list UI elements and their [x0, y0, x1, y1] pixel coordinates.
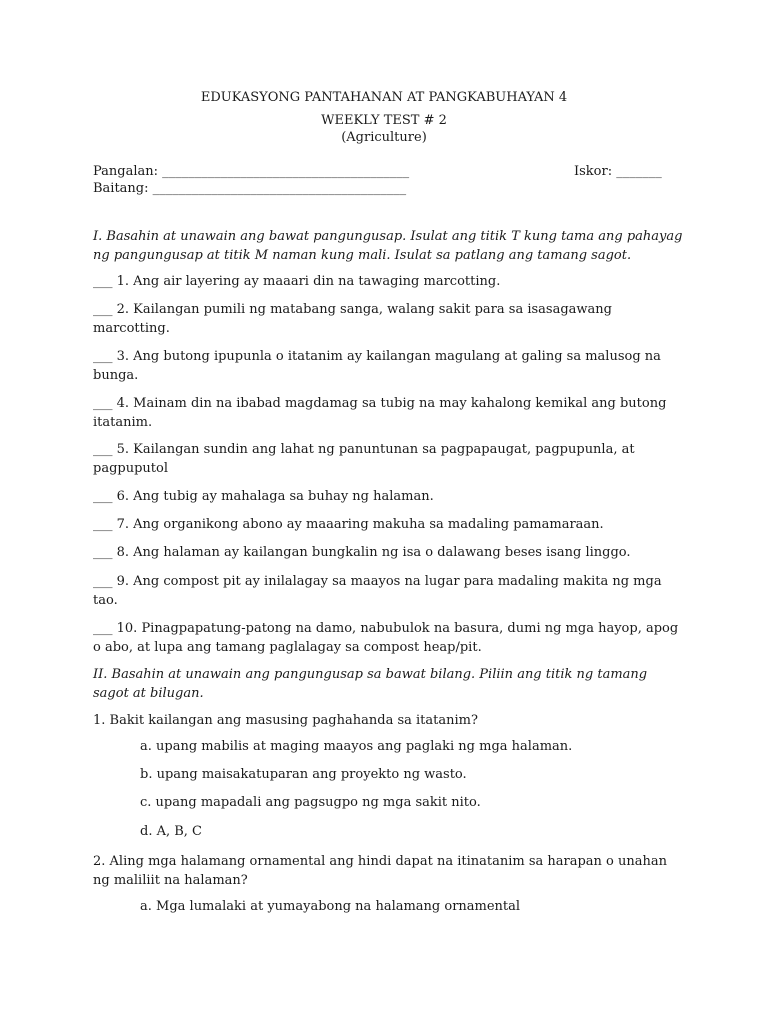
- question-1-option-c: c. upang mapadali ang pagsugpo ng mga sakit nito.: [140, 795, 481, 810]
- part1-item: ___ 10. Pinagpapatung-patong na damo, nabubulok na basura, dumi ng mga hayop, apog o abo, at lupa ang tamang paglalagay sa compost heap/pit.: [93, 621, 679, 655]
- test-title: WEEKLY TEST # 2: [321, 113, 447, 128]
- question-2-option-a: a. Mga lumalaki at yumayabong na halamang ornamental: [140, 899, 521, 914]
- score-field: Iskor: _______: [574, 164, 662, 179]
- part1-item: ___ 2. Kailangan pumili ng matabang sanga, walang sakit para sa isasagawang marcotting.: [93, 302, 612, 336]
- part1-item: ___ 8. Ang halaman ay kailangan bungkalin ng isa o dalawang beses isang linggo.: [93, 545, 631, 560]
- question-1-option-a: a. upang mabilis at maging maayos ang paglaki ng mga halaman.: [140, 739, 573, 754]
- grade-field: Baitang: _______________________________________: [93, 181, 407, 196]
- part2-instruction: II. Basahin at unawain ang pangungusap sa bawat bilang. Piliin ang titik ng tamang sagot at bilugan.: [93, 667, 648, 701]
- question-2: 2. Aling mga halamang ornamental ang hindi dapat na itinatanim sa harapan o unahan ng maliliit na halaman?: [93, 854, 667, 888]
- part1-item: ___ 1. Ang air layering ay maaari din na tawaging marcotting.: [93, 274, 501, 289]
- part1-item: ___ 6. Ang tubig ay mahalaga sa buhay ng halaman.: [93, 489, 434, 504]
- question-1-option-b: b. upang maisakatuparan ang proyekto ng wasto.: [140, 767, 467, 782]
- part1-item: ___ 5. Kailangan sundin ang lahat ng panuntunan sa pagpapaugat, pagpupunla, at pagpuputol: [93, 442, 635, 476]
- part1-item: ___ 3. Ang butong ipupunla o itatanim ay kailangan magulang at galing sa malusog na bunga.: [93, 349, 661, 383]
- topic-subtitle: (Agriculture): [341, 130, 427, 145]
- part1-instruction: I. Basahin at unawain ang bawat pangungusap. Isulat ang titik T kung tama ang pahayag ng pangungusap at titik M naman kung mali. Isulat sa patlang ang tamang sagot.: [93, 229, 683, 263]
- part1-item: ___ 7. Ang organikong abono ay maaaring makuha sa madaling pamamaraan.: [93, 517, 604, 532]
- question-1-option-d: d. A, B, C: [140, 824, 203, 839]
- name-field: Pangalan: ______________________________________: [93, 164, 410, 179]
- subject-title: EDUKASYONG PANTAHANAN AT PANGKABUHAYAN 4: [200, 90, 568, 105]
- question-1: 1. Bakit kailangan ang masusing paghahanda sa itatanim?: [93, 713, 478, 728]
- part1-item: ___ 9. Ang compost pit ay inilalagay sa maayos na lugar para madaling makita ng mga tao.: [93, 574, 662, 608]
- part1-item: ___ 4. Mainam din na ibabad magdamag sa tubig na may kahalong kemikal ang butong itatanim.: [93, 396, 667, 430]
